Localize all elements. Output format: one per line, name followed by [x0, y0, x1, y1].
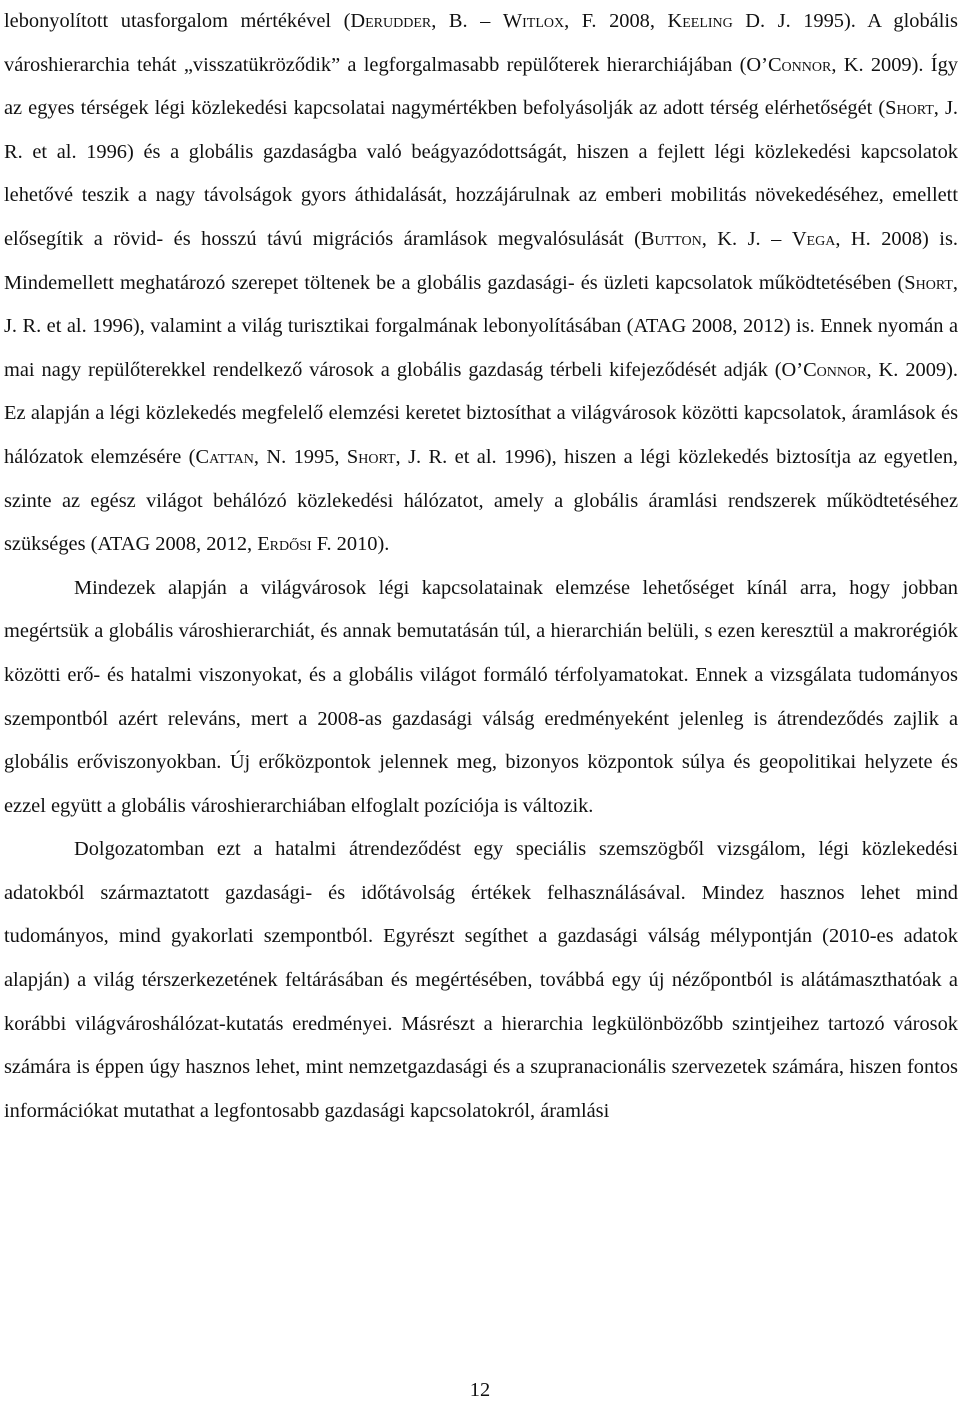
text-run: , B. –	[431, 10, 503, 32]
author-name: Vega	[791, 227, 836, 250]
body-text	[4, 0, 958, 1133]
author-name: Button	[640, 227, 702, 250]
text-run: , K. 2009). Így az egyes térségek légi közlekedési kapcsolatai nagymértékben befolyásolják az adott térség elérhetőségét (	[4, 53, 958, 120]
author-name: Connor	[767, 53, 832, 76]
author-name: Short	[904, 271, 953, 294]
paragraph-1	[4, 0, 958, 567]
author-name: Keeling	[667, 10, 733, 32]
author-name: Erdősi	[257, 533, 312, 556]
text-run: , K. J. –	[701, 227, 792, 250]
text-run: , J. R. et al. 1996) és a globális gazdaságba való beágyazódottságát, hiszen a fejlett légi közlekedési kapcsolatok lehetővé teszik a nagy távolságok gyors áthidalását, hozzájárulnak az emberi mobilitás növekedéséhez, emellett elősegítik a rövid- és hosszú távú migrációs áramlások megvalósulását (	[4, 97, 958, 250]
text-run: , J. R. et al. 1996), hiszen a légi közlekedés biztosítja az egyetlen, szinte az egész világot behálózó közlekedési hálózatot, amely a globális áramlási rendszerek működtetéséhez szükséges (ATAG 2008, 2012,	[4, 445, 958, 556]
text-run: F. 2010).	[311, 533, 390, 556]
text-run: , J. R. et al. 1996), valamint a világ turisztikai forgalmának lebonyolításában (ATAG 2008, 2012) is. Ennek nyomán a mai nagy repülőterekkel rendelkező városok a globális gazdaság térbeli kifejeződését adják (O’	[4, 271, 958, 381]
paragraph-3: Dolgozatomban ezt a hatalmi átrendeződést egy speciális szemszögből vizsgálom, légi közlekedési adatokból származtatott gazdasági- és időtávolság értékek felhasználásával. Mindez hasznos lehet mind tudományos, mind gyakorlati szempontból. Egyrészt segíthet a gazdasági válság mélypontján (2010-es adatok alapján) a világ térszerkezetének feltárásában és megértésében, továbbá egy új nézőpontból is alátámaszthatóak a korábbi világvároshálózat-kutatás eredményei. Másrészt a hierarchia legkülönbözőbb szintjeihez tartozó városok számára is éppen úgy hasznos lehet, mint nemzetgazdasági és a szupranacionális szervezetek számára, hiszen fontos információkat mutathat a legfontosabb gazdasági kapcsolatokról, áramlási	[4, 838, 958, 1122]
text-run: lebonyolított utasforgalom mértékével (	[4, 10, 351, 32]
text-run: , H. 2008) is. Mindemellett meghatározó szerepet töltenek be a globális gazdasági- és üzleti kapcsolatok működtetésében (	[4, 227, 958, 294]
author-name: Cattan	[195, 445, 254, 468]
author-name: Witlox	[502, 10, 565, 32]
author-name: Short	[346, 445, 396, 468]
text-run: , K. 2009). Ez alapján a légi közlekedés megfelelő elemzési keretet biztosíthat a világvárosok közötti kapcsolatok, áramlások és hálózatok elemzésére (	[4, 358, 958, 468]
paragraph-2: Mindezek alapján a világvárosok légi kapcsolatainak elemzése lehetőséget kínál arra, hogy jobban megértsük a globális városhierarchiát, és annak bemutatásán túl, a hierarchián belüli, s ezen keresztül a makrorégiók közötti erő- és hatalmi viszonyokat, és a globális világot formáló térfolyamatokat. Ennek a vizsgálata tudományos szempontból azért releváns, mert a 2008-as gazdasági válság eredményeként jelenleg is átrendeződés zajlik a globális erőviszonyokban. Új erőközpontok jelennek meg, bizonyos központok súlya és geopolitikai helyzete és ezzel együtt a globális városhierarchiában elfoglalt pozíciója is változik.	[4, 576, 958, 817]
author-name: Short	[885, 97, 934, 120]
author-name: Connor	[803, 358, 867, 381]
author-name: Derudder	[350, 10, 432, 32]
text-run: , N. 1995,	[253, 445, 347, 468]
text-run: , F. 2008,	[564, 10, 668, 32]
text-run: D. J. 1995). A globális városhierarchia tehát „visszatükröződik” a legforgalmasabb repülőterek hierarchiájában (O’	[4, 10, 958, 76]
page-number: 12	[469, 1379, 491, 1401]
